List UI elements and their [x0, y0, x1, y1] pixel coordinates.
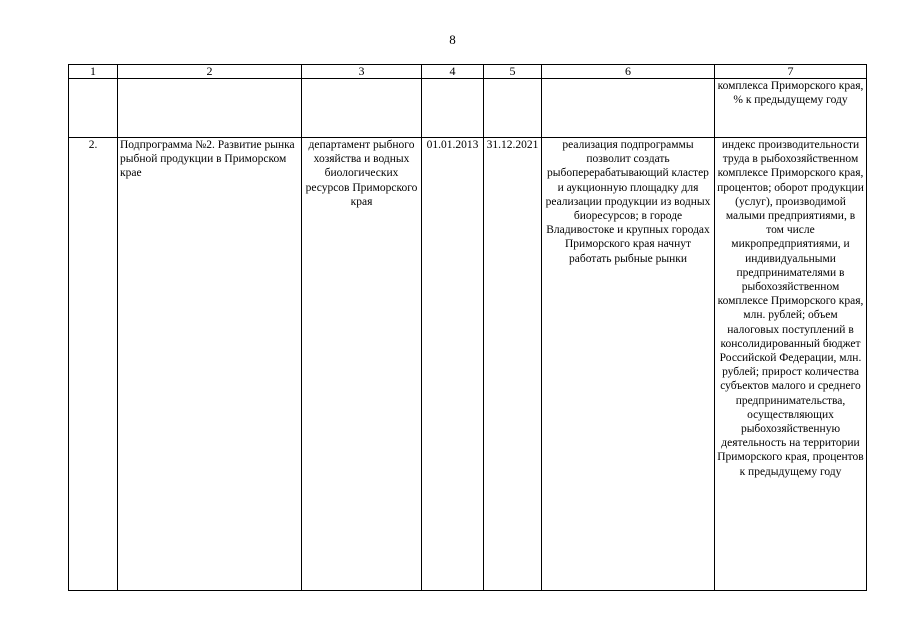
responsible-cell: департамент рыбного хозяйства и водных биологических ресурсов Приморского края	[302, 138, 422, 591]
row-number-cell	[69, 79, 118, 138]
end-date-cell: 31.12.2021	[484, 138, 542, 591]
table-header-row	[69, 65, 867, 79]
program-table	[68, 64, 867, 591]
header-cell: 5	[484, 65, 542, 79]
row-number-cell: 2.	[69, 138, 118, 591]
page-number: 8	[449, 32, 456, 47]
responsible-cell	[302, 79, 422, 138]
end-date-cell	[484, 79, 542, 138]
header-cell: 2	[118, 65, 302, 79]
header-cell: 3	[302, 65, 422, 79]
program-name-cell: Подпрограмма №2. Развитие рынка рыбной продукции в Приморском крае	[118, 138, 302, 591]
result-cell	[542, 79, 715, 138]
result-cell: реализация подпрограммы позволит создать рыбоперерабатывающий кластер и аукционную площадку для реализации продукции из водных биоресурсов; в городе Владивостоке и крупных городах Приморского края начнут работать рыбные рынки	[542, 138, 715, 591]
header-cell: 6	[542, 65, 715, 79]
header-cell: 1	[69, 65, 118, 79]
table-row	[69, 79, 867, 138]
header-cell: 7	[715, 65, 867, 79]
table-row	[69, 138, 867, 591]
program-name-cell	[118, 79, 302, 138]
start-date-cell: 01.01.2013	[422, 138, 484, 591]
indicators-cell: комплекса Приморского края, % к предыдущему году	[715, 79, 867, 138]
indicators-cell: индекс производительности труда в рыбохозяйственном комплексе Приморского края, процентов; оборот продукции (услуг), производимой малыми предприятиями, в том числе микропредприятиями, и индивидуальными предпринимателями в рыбохозяйственном комплексе Приморского края, млн. рублей; объем налоговых поступлений в консолидированный бюджет Российской Федерации, млн. рублей; прирост количества субъектов малого и среднего предпринимательства, осуществляющих рыбохозяйственную деятельность на территории Приморского края, процентов к предыдущему году	[715, 138, 867, 591]
start-date-cell	[422, 79, 484, 138]
header-cell: 4	[422, 65, 484, 79]
